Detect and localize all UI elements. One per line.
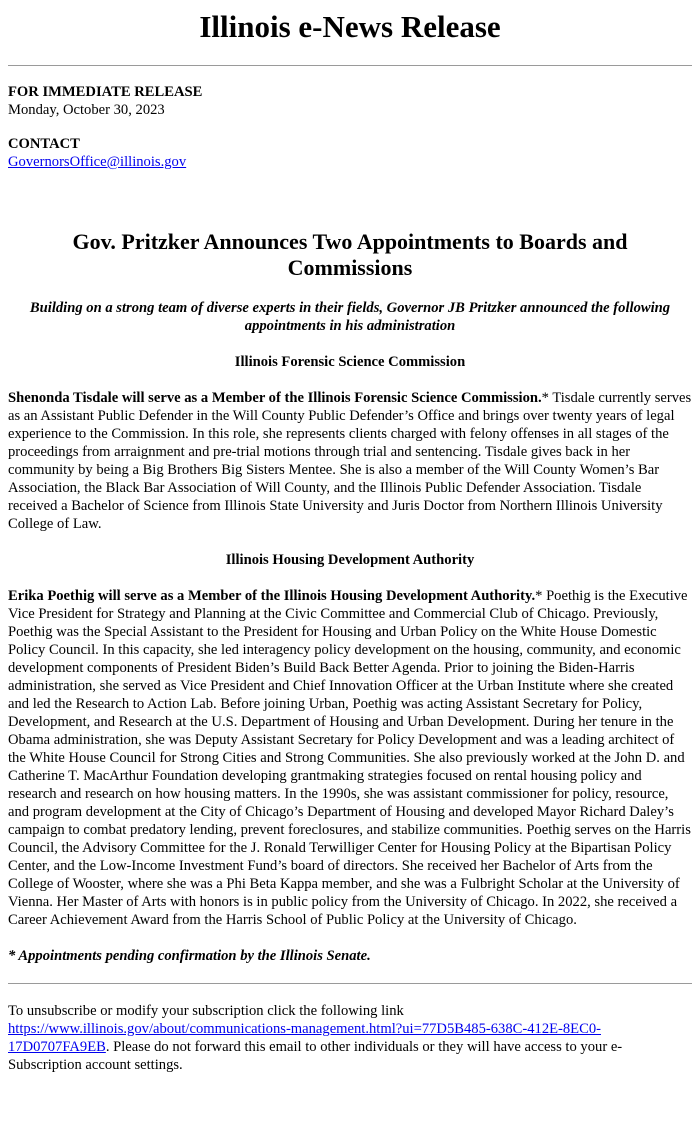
section-heading-housing: Illinois Housing Development Authority — [225, 552, 475, 568]
appointment-paragraph-poethig — [8, 587, 692, 929]
appointment-body-poethig: * Poethig is the Executive Vice President for Strategy and Planning at the Civic Committee and Commercial Club of Chicago. Previously, Poethig was the Special Assistant to the President for Housing and Urban Policy on the White House Domestic Policy Council. In this capacity, she led interagency policy development on the housing, community, and economic development components of President Biden’s Build Back Better Agenda. Prior to joining the Biden-Harris administration, she served as Vice President and Chief Innovation Officer at the Urban Institute where she created and led the Research to Action Lab. Before joining Urban, Poethig was acting Assistant Secretary for Policy, Development, and Research at the U.S. Department of Housing and Urban Development. During her tenure in the Obama administration, she was Deputy Assistant Secretary for Policy Development and was a leading architect of the White House Council for Strong Cities and Strong Communities. She also previously worked at the John D. and Catherine T. MacArthur Foundation developing grantmaking strategies focused on rental housing policy and research and research on how housing matters. In the 1990s, she was assistant commissioner for policy, resource, and program development at the City of Chicago’s Department of Housing and developed Mayor Richard Daley’s campaign to combat predatory lending, prevent foreclosures, and stabilize communities. Poethig serves on the Harris Council, the Advisory Committee for the J. Ronald Terwilliger Center for Housing Policy at the Bipartisan Policy Center, and the Low-Income Investment Fund’s board of directors. She received her Bachelor of Arts from the College of Wooster, where she was a Phi Beta Kappa member, and she was a Fulbright Scholar at the University of Vienna. Her Master of Arts with honors is in public policy from the University of Chicago. In 2022, she received a Career Achievement Award from the Harris School of Public Policy at the University of Chicago. — [8, 588, 691, 928]
contact-email-link[interactable]: GovernorsOffice@illinois.gov — [8, 154, 187, 170]
appointment-paragraph-tisdale — [8, 389, 692, 533]
release-block — [8, 66, 692, 119]
senate-confirmation-note: * Appointments pending confirmation by the Illinois Senate. — [8, 948, 371, 964]
footer-intro: To unsubscribe or modify your subscription click the following link — [8, 1003, 404, 1019]
newsletter-title: Illinois e-News Release — [199, 9, 501, 44]
unsubscribe-footer — [8, 1002, 692, 1074]
subscription-management-link[interactable]: https://www.illinois.gov/about/communications-management.html?ui=77D5B485-638C-412E-8EC0-17D0707FA9EB — [8, 1021, 601, 1055]
footer-divider — [8, 983, 692, 984]
article-lede: Building on a strong team of diverse experts in their fields, Governor JB Pritzker announced the following appointments in his administration — [29, 300, 671, 334]
release-date: Monday, October 30, 2023 — [8, 102, 165, 118]
footer-outro: . Please do not forward this email to other individuals or they will have access to your e-Subscription account settings. — [8, 1039, 623, 1073]
contact-label: CONTACT — [8, 136, 80, 152]
contact-block — [8, 119, 692, 171]
article-headline: Gov. Pritzker Announces Two Appointments to Boards and Commissions — [72, 229, 628, 280]
appointment-lead-poethig: Erika Poethig will serve as a Member of the Illinois Housing Development Authority. — [8, 588, 536, 604]
appointment-body-tisdale: * Tisdale currently serves as an Assistant Public Defender in the Will County Public Defender’s Office and brings over twenty years of legal experience to the Commission. In this role, she represents clients charged with felony offenses in all stages of the proceedings from arraignment and pre-trial motions through trial and sentencing. Tisdale gives back in her community by being a Big Brothers Big Sisters Mentee. She is also a member of the Will County Women’s Bar Association, the Black Bar Association of Will County, and the Illinois Public Defender Association. Tisdale received a Bachelor of Science from Illinois State University and Juris Doctor from Northern Illinois University College of Law. — [8, 390, 692, 532]
section-heading-forensic: Illinois Forensic Science Commission — [234, 354, 466, 370]
appointment-lead-tisdale: Shenonda Tisdale will serve as a Member of the Illinois Forensic Science Commission. — [8, 390, 542, 406]
release-label: FOR IMMEDIATE RELEASE — [8, 84, 203, 100]
